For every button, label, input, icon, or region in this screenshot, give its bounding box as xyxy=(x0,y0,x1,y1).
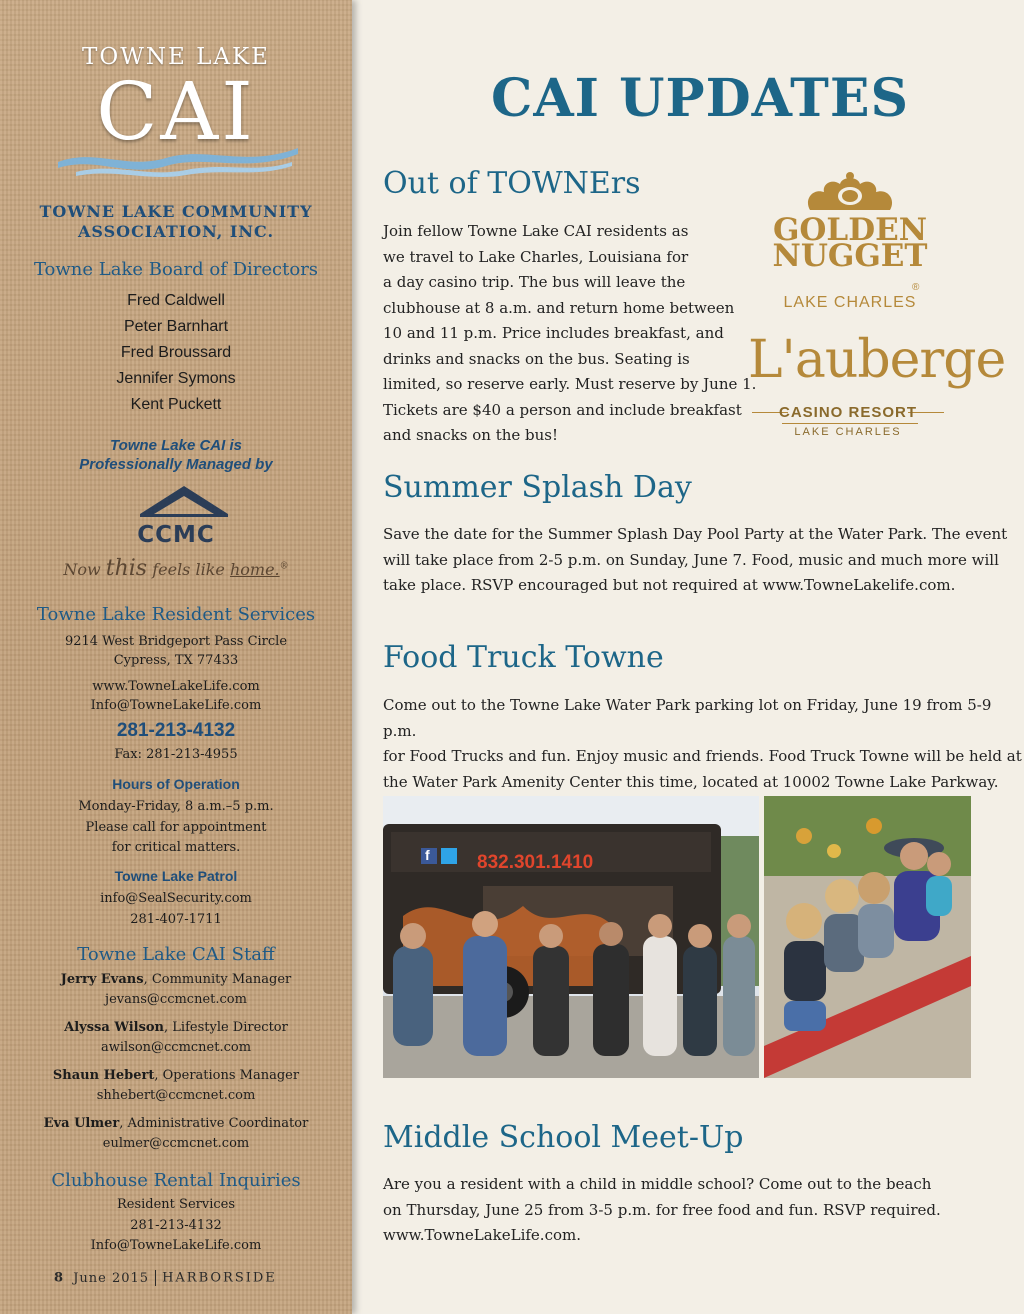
section-body-summer-splash xyxy=(383,522,1007,599)
body-line: Are you a resident with a child in middle school? Come out to the beach xyxy=(383,1175,932,1193)
managed-line-2: Professionally Managed by xyxy=(79,456,273,473)
logo-wave-icon xyxy=(56,140,300,180)
hours-heading: Hours of Operation xyxy=(112,776,240,792)
body-line: www.TowneLakeLife.com. xyxy=(383,1226,582,1244)
staff-role: , Administrative Coordinator xyxy=(119,1116,309,1131)
staff-email-link[interactable]: awilson@ccmcnet.com xyxy=(100,1040,252,1055)
address-line-1: 9214 West Bridgeport Pass Circle xyxy=(64,634,288,649)
sidebar xyxy=(0,0,352,1314)
board-member: Fred Caldwell xyxy=(127,292,225,309)
page-number: 8 xyxy=(54,1270,65,1286)
resident-services-heading: Towne Lake Resident Services xyxy=(36,604,316,625)
kids-illustration xyxy=(764,796,971,1078)
body-line: for Food Trucks and fun. Enjoy music and friends. Food Truck Towne will be held at xyxy=(383,747,1022,765)
section-body-middle-school xyxy=(383,1172,941,1249)
staff-name: Jerry Evans xyxy=(60,972,144,987)
body-line: will take place from 2-5 p.m. on Sunday, June 7. Food, music and much more will xyxy=(383,550,999,569)
staff-member xyxy=(0,1066,352,1106)
lauberge-rule-bottom xyxy=(782,423,918,424)
issue-date: June 2015 xyxy=(73,1270,150,1286)
body-line: drinks and snacks on the bus. Seating is xyxy=(383,349,690,368)
section-title-summer-splash: Summer Splash Day xyxy=(383,470,692,505)
board-heading: Towne Lake Board of Directors xyxy=(33,259,319,280)
body-line: clubhouse at 8 a.m. and return home between xyxy=(383,298,735,317)
clubhouse-contact xyxy=(0,1195,352,1257)
managed-by xyxy=(0,436,352,474)
managed-line-1: Towne Lake CAI is xyxy=(110,437,242,454)
footer-divider xyxy=(155,1270,156,1286)
logo-top-text: TOWNE LAKE xyxy=(82,44,270,70)
staff-name: Alyssa Wilson xyxy=(64,1020,165,1035)
clubhouse-line: Resident Services xyxy=(116,1197,235,1212)
body-line: and snacks on the bus! xyxy=(383,426,559,444)
clubhouse-email-link[interactable]: Info@TowneLakeLife.com xyxy=(90,1238,262,1253)
clubhouse-line: 281-213-4132 xyxy=(130,1217,222,1233)
staff-name: Shaun Hebert xyxy=(52,1068,155,1083)
body-line: the Water Park Amenity Center this time, located at 10002 Towne Lake Parkway. xyxy=(383,772,999,791)
body-line: Tickets are $40 a person and include breakfast xyxy=(383,400,742,419)
section-title-out-of-towners: Out of TOWNErs xyxy=(383,166,641,201)
golden-nugget-word-2: NUGGET xyxy=(772,238,928,274)
ccmc-roof-icon xyxy=(138,484,230,518)
staff-name: Eva Ulmer xyxy=(43,1116,120,1131)
clubhouse-heading: Clubhouse Rental Inquiries xyxy=(51,1170,301,1191)
page-title: CAI UPDATES xyxy=(490,68,910,129)
resident-website-link[interactable]: www.TowneLakeLife.com xyxy=(92,679,260,694)
hours-line: Please call for appointment xyxy=(85,819,267,835)
tagline-home: home. xyxy=(229,560,280,579)
board-member: Jennifer Symons xyxy=(116,370,236,387)
section-title-food-truck: Food Truck Towne xyxy=(383,640,664,675)
lauberge-casino-resort: CASINO RESORT xyxy=(778,404,917,421)
staff-role: , Operations Manager xyxy=(154,1068,300,1083)
patrol-contact xyxy=(0,889,352,930)
magazine-name: HARBORSIDE xyxy=(162,1270,277,1286)
page-footer xyxy=(54,1270,277,1286)
body-line: we travel to Lake Charles, Louisiana for xyxy=(383,247,689,266)
board-member: Kent Puckett xyxy=(130,396,222,413)
staff-role: , Community Manager xyxy=(143,972,292,987)
board-members xyxy=(0,288,352,418)
lauberge-wordmark: L'auberge xyxy=(748,330,1006,390)
association-line-2: ASSOCIATION, INC. xyxy=(77,222,275,241)
logo-cai-text: CAI xyxy=(96,65,256,158)
association-line-1: TOWNE LAKE COMMUNITY xyxy=(39,202,313,221)
hours-text xyxy=(0,797,352,859)
body-line: limited, so reserve early. Must reserve by June 1. xyxy=(383,375,757,393)
truck-phone-number: 832.301.1410 xyxy=(477,852,594,873)
body-line: a day casino trip. The bus will leave the xyxy=(383,273,686,291)
staff-heading: Towne Lake CAI Staff xyxy=(77,944,275,965)
tagline-reg: ® xyxy=(279,561,289,572)
golden-nugget-crown-icon xyxy=(800,170,900,214)
staff-email-link[interactable]: jevans@ccmcnet.com xyxy=(105,992,247,1007)
golden-nugget-location: LAKE CHARLES xyxy=(783,294,917,311)
body-line: take place. RSVP encouraged but not required at www.TowneLakelife.com. xyxy=(383,576,956,594)
food-truck-illustration xyxy=(383,796,759,1078)
patrol-email-link[interactable]: info@SealSecurity.com xyxy=(100,891,252,906)
section-body-out-of-towners xyxy=(383,219,756,449)
resident-phone: 281-213-4132 xyxy=(116,720,236,741)
staff-email-link[interactable]: shhebert@ccmcnet.com xyxy=(96,1088,256,1103)
staff-role: , Lifestyle Director xyxy=(164,1020,288,1035)
body-line: Save the date for the Summer Splash Day Pool Party at the Water Park. The event xyxy=(383,525,1008,543)
food-truck-photo xyxy=(383,796,759,1078)
facebook-icon: f xyxy=(425,847,430,863)
hours-line: Monday-Friday, 8 a.m.–5 p.m. xyxy=(78,799,274,814)
body-line: 10 and 11 p.m. Price includes breakfast, and xyxy=(383,324,724,342)
tagline-now: Now xyxy=(63,560,101,579)
board-member: Peter Barnhart xyxy=(123,318,229,335)
body-line: on Thursday, June 25 from 3-5 p.m. for free food and fun. RSVP required. xyxy=(383,1200,941,1219)
resident-services-contact xyxy=(0,677,352,715)
tagline-feels: feels like xyxy=(152,560,225,579)
body-line: Join fellow Towne Lake CAI residents as xyxy=(383,222,689,240)
tagline-this: this xyxy=(105,556,148,581)
ccmc-tagline xyxy=(0,556,352,581)
body-line: Come out to the Towne Lake Water Park parking lot on Friday, June 19 from 5-9 p.m. xyxy=(383,696,992,740)
resident-email-link[interactable]: Info@TowneLakeLife.com xyxy=(90,698,262,713)
board-member: Fred Broussard xyxy=(120,344,232,361)
golden-nugget-reg: ® xyxy=(912,282,920,293)
staff-member xyxy=(0,970,352,1010)
staff-member xyxy=(0,1114,352,1154)
staff-member xyxy=(0,1018,352,1058)
hours-line: for critical matters. xyxy=(111,840,241,855)
patrol-phone: 281-407-1711 xyxy=(130,911,222,927)
section-title-middle-school: Middle School Meet-Up xyxy=(383,1120,744,1155)
staff-email-link[interactable]: eulmer@ccmcnet.com xyxy=(102,1136,250,1151)
section-body-food-truck xyxy=(383,693,1024,795)
association-name xyxy=(0,202,352,242)
resident-fax: Fax: 281-213-4955 xyxy=(114,747,238,762)
ccmc-logo-text: CCMC xyxy=(137,522,215,548)
resident-services-address xyxy=(0,632,352,670)
golden-nugget-word-1: GOLDEN xyxy=(772,212,928,248)
lauberge-location: LAKE CHARLES xyxy=(794,426,902,438)
kids-photo xyxy=(764,796,971,1078)
address-line-2: Cypress, TX 77433 xyxy=(113,653,239,668)
patrol-heading: Towne Lake Patrol xyxy=(114,868,238,884)
